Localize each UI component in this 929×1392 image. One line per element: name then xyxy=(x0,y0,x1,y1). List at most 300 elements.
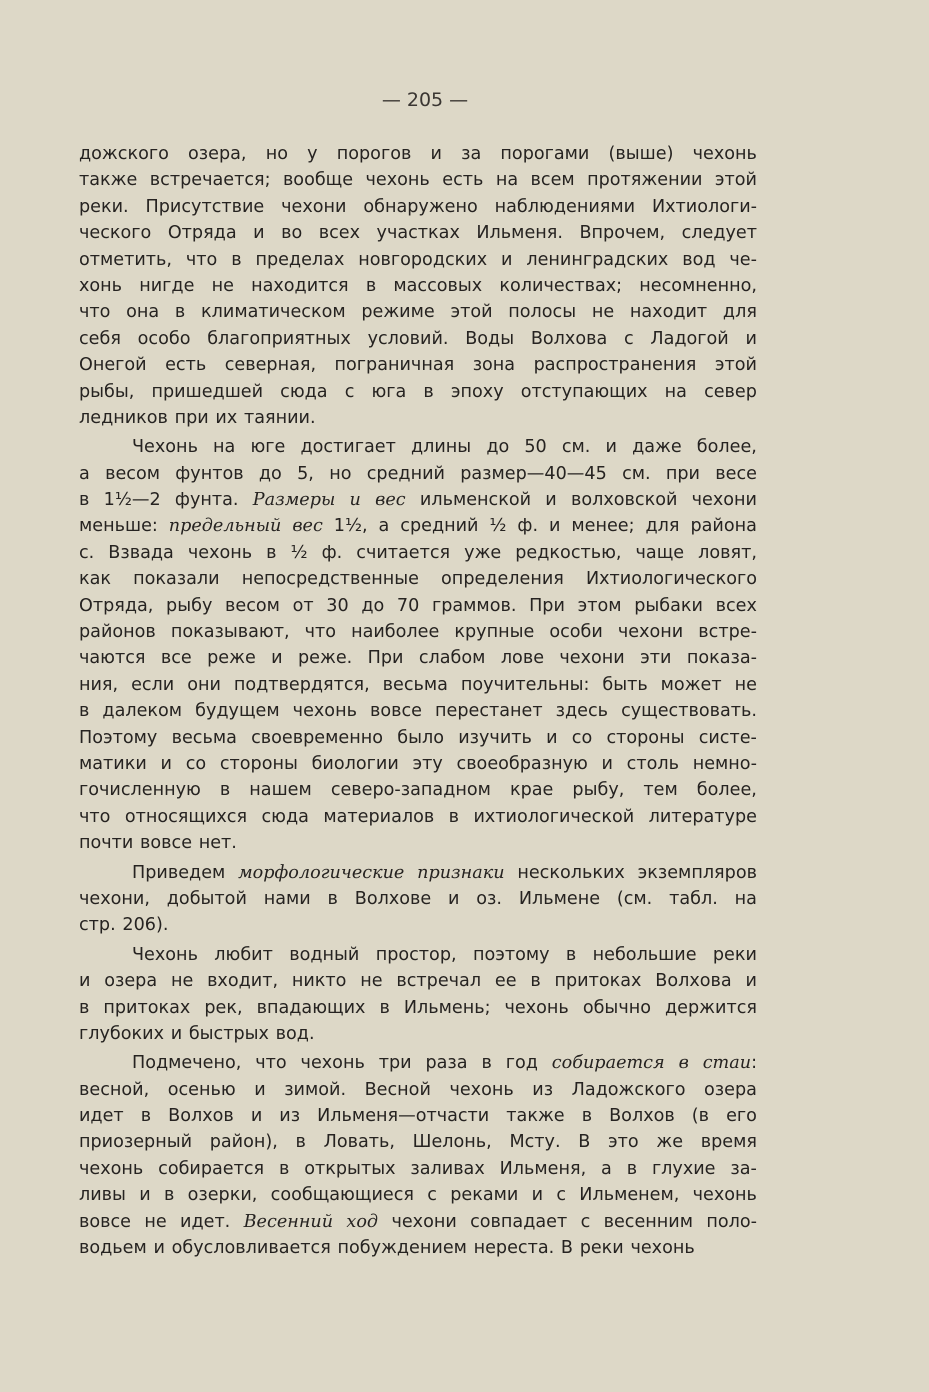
word xyxy=(506,1050,538,1076)
word xyxy=(312,751,399,777)
word xyxy=(281,194,346,220)
text: со xyxy=(571,727,593,748)
text-line xyxy=(79,487,757,513)
text: далеком xyxy=(102,701,183,722)
word xyxy=(601,1156,612,1182)
text-line xyxy=(79,942,757,968)
text: этой xyxy=(450,302,493,323)
italic-text: ход xyxy=(346,1211,379,1232)
text: своеобразную xyxy=(456,753,588,774)
word xyxy=(423,379,433,405)
text: Ладогой xyxy=(650,328,729,349)
word xyxy=(745,968,756,994)
word xyxy=(715,461,757,487)
word xyxy=(669,886,718,912)
text: осенью xyxy=(167,1079,236,1100)
word xyxy=(643,777,677,803)
text: существовать. xyxy=(621,701,757,722)
word xyxy=(627,751,679,777)
text-line xyxy=(79,886,757,912)
word xyxy=(234,672,370,698)
word xyxy=(79,725,157,751)
word xyxy=(150,167,271,193)
word xyxy=(375,487,406,513)
word xyxy=(410,1156,484,1182)
text: из xyxy=(279,1106,301,1127)
text: себя xyxy=(79,328,121,349)
text: чаются xyxy=(79,648,146,669)
text-line xyxy=(79,751,757,777)
text: встречается; xyxy=(149,170,271,191)
word xyxy=(158,1156,264,1182)
text: во xyxy=(281,223,303,244)
text-line xyxy=(79,326,757,352)
text: Волхова xyxy=(655,971,732,992)
word xyxy=(171,619,290,645)
text: в xyxy=(327,888,338,909)
word xyxy=(532,1077,553,1103)
word xyxy=(693,751,757,777)
word xyxy=(79,804,110,830)
word xyxy=(371,379,406,405)
text: чехонь xyxy=(187,542,253,563)
text: в xyxy=(219,780,231,801)
word xyxy=(650,326,728,352)
word xyxy=(366,167,430,193)
word xyxy=(679,1050,689,1076)
word xyxy=(317,1103,489,1129)
word xyxy=(79,645,146,671)
text: глухие xyxy=(651,1158,716,1179)
word xyxy=(249,777,311,803)
text: литературе xyxy=(648,806,757,827)
word xyxy=(104,487,161,513)
word xyxy=(501,645,544,671)
word xyxy=(79,968,90,994)
text-line xyxy=(79,830,757,856)
word xyxy=(529,593,565,619)
text: вод xyxy=(682,249,716,270)
paragraph xyxy=(79,860,757,939)
text: в xyxy=(266,542,277,563)
text: условий. xyxy=(367,328,449,349)
text: сообщающиеся xyxy=(270,1185,414,1206)
word xyxy=(640,645,671,671)
word xyxy=(79,912,116,938)
text: определения xyxy=(441,569,564,590)
text: что xyxy=(304,622,337,643)
text: обусловливается xyxy=(171,1238,331,1259)
word xyxy=(495,194,635,220)
text: будущем xyxy=(195,701,280,722)
text: средний xyxy=(400,516,479,537)
text: менее; xyxy=(571,516,635,537)
text: вовсе xyxy=(79,1211,131,1232)
text: 5, xyxy=(297,463,314,484)
text: Приведем xyxy=(132,862,226,883)
text: время xyxy=(700,1132,757,1153)
word xyxy=(345,379,355,405)
text: реже. xyxy=(297,648,353,669)
word xyxy=(505,995,569,1021)
word xyxy=(413,1129,492,1155)
text: ф. xyxy=(321,542,343,563)
text: массовых xyxy=(393,275,483,296)
text: 50 xyxy=(524,437,547,458)
word xyxy=(442,167,483,193)
text: ния, xyxy=(79,674,119,695)
text: Взвада xyxy=(108,542,174,563)
text: нашем xyxy=(249,780,312,801)
word xyxy=(458,725,532,751)
word xyxy=(350,487,361,513)
text: в xyxy=(626,1158,638,1179)
word xyxy=(199,830,237,856)
text: этом xyxy=(577,595,622,616)
word xyxy=(377,220,460,246)
text: Шелонь, xyxy=(412,1132,492,1153)
text: фунта. xyxy=(174,490,239,511)
text: водный xyxy=(289,944,360,965)
text: здесь xyxy=(555,701,609,722)
text: стр. xyxy=(79,915,116,936)
text-line xyxy=(79,220,757,246)
word xyxy=(579,220,665,246)
word xyxy=(180,1209,230,1235)
word xyxy=(293,698,357,724)
word xyxy=(486,434,509,460)
word xyxy=(244,405,316,431)
word xyxy=(188,540,252,566)
text: матики xyxy=(79,753,147,774)
text: быть xyxy=(602,674,648,695)
word xyxy=(108,540,174,566)
text: любит xyxy=(214,944,273,965)
word xyxy=(461,672,590,698)
word xyxy=(682,220,757,246)
word xyxy=(464,540,501,566)
text: распространения xyxy=(533,355,697,376)
word xyxy=(481,1050,491,1076)
word xyxy=(79,247,172,273)
word xyxy=(125,804,247,830)
text: у xyxy=(307,144,318,164)
word xyxy=(204,995,242,1021)
text: это xyxy=(608,1132,639,1153)
text: рыбаки xyxy=(634,595,703,616)
word xyxy=(175,405,209,431)
text: эпоху xyxy=(450,381,504,402)
word xyxy=(207,968,278,994)
word xyxy=(517,860,624,886)
text: северо-западном xyxy=(330,780,491,801)
text: из xyxy=(532,1079,554,1100)
word xyxy=(624,326,634,352)
word xyxy=(376,942,457,968)
text: наблюдениями xyxy=(494,196,636,217)
text: непосредственные xyxy=(241,569,419,590)
word xyxy=(715,352,757,378)
text: относящихся xyxy=(124,806,248,827)
word xyxy=(602,751,613,777)
text: и xyxy=(531,1185,544,1206)
text: что xyxy=(79,806,111,827)
word xyxy=(566,942,576,968)
text: нет. xyxy=(198,833,237,854)
word xyxy=(271,645,282,671)
text-line xyxy=(79,1156,757,1182)
text: чехони, xyxy=(79,888,150,909)
word xyxy=(334,513,368,539)
word xyxy=(141,1103,151,1129)
text: и xyxy=(430,144,442,164)
text: порогами xyxy=(500,144,590,164)
italic-text: собирается xyxy=(551,1053,665,1074)
text: встречал xyxy=(396,971,482,992)
text: 30 xyxy=(326,595,349,616)
word xyxy=(169,513,282,539)
text: и xyxy=(271,648,283,669)
text: не xyxy=(144,1211,167,1232)
word xyxy=(365,1077,431,1103)
text: В xyxy=(578,1132,591,1153)
text-line xyxy=(79,777,757,803)
word xyxy=(358,247,487,273)
word xyxy=(79,513,158,539)
text: было xyxy=(397,727,444,748)
text-line xyxy=(79,247,757,273)
word xyxy=(253,487,336,513)
word xyxy=(79,299,110,325)
word xyxy=(499,273,622,299)
word xyxy=(581,1209,591,1235)
word xyxy=(351,619,439,645)
text: на xyxy=(734,888,757,909)
word xyxy=(366,273,376,299)
text: и xyxy=(745,328,757,349)
word xyxy=(699,725,757,751)
text: ледников xyxy=(79,407,168,428)
text: всех xyxy=(318,223,361,244)
italic-text: и xyxy=(349,490,361,511)
word xyxy=(609,141,674,167)
text: всех xyxy=(715,595,757,616)
text: длины xyxy=(410,437,472,458)
text: При xyxy=(367,648,404,669)
text: немно- xyxy=(692,753,757,774)
text: чехонь xyxy=(630,1238,695,1259)
word xyxy=(532,1182,543,1208)
text: юге xyxy=(250,437,286,458)
text: ф. xyxy=(517,516,539,537)
italic-text: признаки xyxy=(417,862,505,883)
text: озерки, xyxy=(187,1185,258,1206)
word xyxy=(617,886,652,912)
text: с. xyxy=(79,542,95,563)
word xyxy=(338,1235,467,1261)
text: и xyxy=(250,1106,263,1127)
word xyxy=(152,379,264,405)
word xyxy=(104,968,157,994)
text: этой xyxy=(714,170,757,191)
text: чехонь xyxy=(79,1158,144,1179)
text: весенним xyxy=(603,1211,694,1232)
text-line xyxy=(79,141,757,167)
word xyxy=(79,540,94,566)
word xyxy=(530,968,540,994)
text: В xyxy=(560,1238,573,1259)
word xyxy=(559,645,624,671)
text: с xyxy=(556,1185,567,1206)
word xyxy=(251,1103,262,1129)
text: считается xyxy=(356,542,451,563)
word xyxy=(460,461,607,487)
text: (выше) xyxy=(608,144,674,164)
text: притоках xyxy=(103,997,191,1018)
text: более, xyxy=(696,437,757,458)
text: Волхов xyxy=(609,1106,675,1127)
word xyxy=(515,540,621,566)
word xyxy=(391,1209,456,1235)
text: и xyxy=(160,753,172,774)
word xyxy=(133,566,220,592)
word xyxy=(189,1021,269,1047)
word xyxy=(264,886,311,912)
text: табл. xyxy=(669,888,718,909)
word xyxy=(435,698,543,724)
text-line xyxy=(79,273,757,299)
text: тем xyxy=(643,780,678,801)
word xyxy=(519,886,600,912)
body-text xyxy=(79,141,757,1261)
text: что xyxy=(185,249,218,270)
text: не xyxy=(734,674,757,695)
text-line xyxy=(79,1209,757,1235)
text: юга xyxy=(371,381,407,402)
word xyxy=(450,1182,518,1208)
word xyxy=(723,299,757,325)
text-line xyxy=(79,1077,757,1103)
word xyxy=(79,461,90,487)
text: рыбу, xyxy=(572,780,625,801)
text: озера, xyxy=(188,144,247,164)
text: для xyxy=(722,302,757,323)
word xyxy=(79,405,168,431)
word xyxy=(259,461,282,487)
text: Чехонь xyxy=(132,944,198,965)
text: в xyxy=(279,1158,290,1179)
word xyxy=(122,912,168,938)
text: рек, xyxy=(204,997,243,1018)
text: реками xyxy=(450,1185,519,1206)
word xyxy=(215,405,237,431)
text: в xyxy=(79,701,90,722)
word xyxy=(716,593,757,619)
word xyxy=(552,1050,665,1076)
italic-text: Весенний xyxy=(243,1211,334,1232)
text: в xyxy=(423,381,434,402)
word xyxy=(713,942,757,968)
text: дожского xyxy=(79,144,169,164)
text: в xyxy=(565,944,577,965)
word xyxy=(212,273,234,299)
text: пограничная xyxy=(334,355,455,376)
text: при xyxy=(174,407,209,428)
text: держится xyxy=(665,997,757,1018)
word xyxy=(735,886,757,912)
word xyxy=(682,247,715,273)
word xyxy=(704,379,757,405)
word xyxy=(393,273,482,299)
text: редкостью, xyxy=(515,542,622,563)
word xyxy=(266,540,276,566)
text: с xyxy=(580,1211,591,1232)
text: на xyxy=(664,381,687,402)
word xyxy=(195,698,280,724)
text: они xyxy=(187,674,221,695)
text: район), xyxy=(209,1132,278,1153)
text: Ильменя, xyxy=(499,1158,587,1179)
text: Чехонь xyxy=(132,437,198,458)
text: и xyxy=(549,516,561,537)
word xyxy=(79,751,147,777)
word xyxy=(172,725,237,751)
text: на xyxy=(213,437,236,458)
word xyxy=(690,513,756,539)
text: наиболее xyxy=(351,622,440,643)
word xyxy=(666,461,700,487)
text: крае xyxy=(509,780,554,801)
word xyxy=(331,777,491,803)
word xyxy=(368,326,449,352)
text: материалов xyxy=(323,806,435,827)
text: и xyxy=(546,727,558,748)
text-line xyxy=(79,593,757,619)
word xyxy=(368,645,404,671)
text: чехони xyxy=(691,490,757,511)
text: поэтому xyxy=(472,944,550,965)
text: граммов. xyxy=(431,595,517,616)
word xyxy=(188,141,247,167)
word xyxy=(79,886,150,912)
word xyxy=(582,1103,592,1129)
text-line xyxy=(79,1182,757,1208)
text: собирается xyxy=(158,1158,265,1179)
text: и xyxy=(79,971,91,992)
text-line xyxy=(79,645,757,671)
text: Ловать, xyxy=(323,1132,395,1153)
word xyxy=(521,379,648,405)
word xyxy=(79,1129,192,1155)
text: за xyxy=(461,144,482,164)
word xyxy=(636,540,685,566)
word xyxy=(79,995,89,1021)
word xyxy=(213,434,235,460)
text: Ильмень; xyxy=(403,997,491,1018)
text: добытой xyxy=(166,888,247,909)
text: 1½—2 xyxy=(103,490,161,511)
word xyxy=(175,487,239,513)
text: количествах; xyxy=(499,275,623,296)
text: обнаружено xyxy=(363,196,478,217)
text: реже xyxy=(207,648,256,669)
paragraph xyxy=(79,434,757,856)
text: экземпляров xyxy=(637,862,757,883)
text: что xyxy=(79,302,111,323)
word xyxy=(79,141,169,167)
text: что xyxy=(255,1053,287,1074)
text: приозерный xyxy=(79,1132,193,1153)
